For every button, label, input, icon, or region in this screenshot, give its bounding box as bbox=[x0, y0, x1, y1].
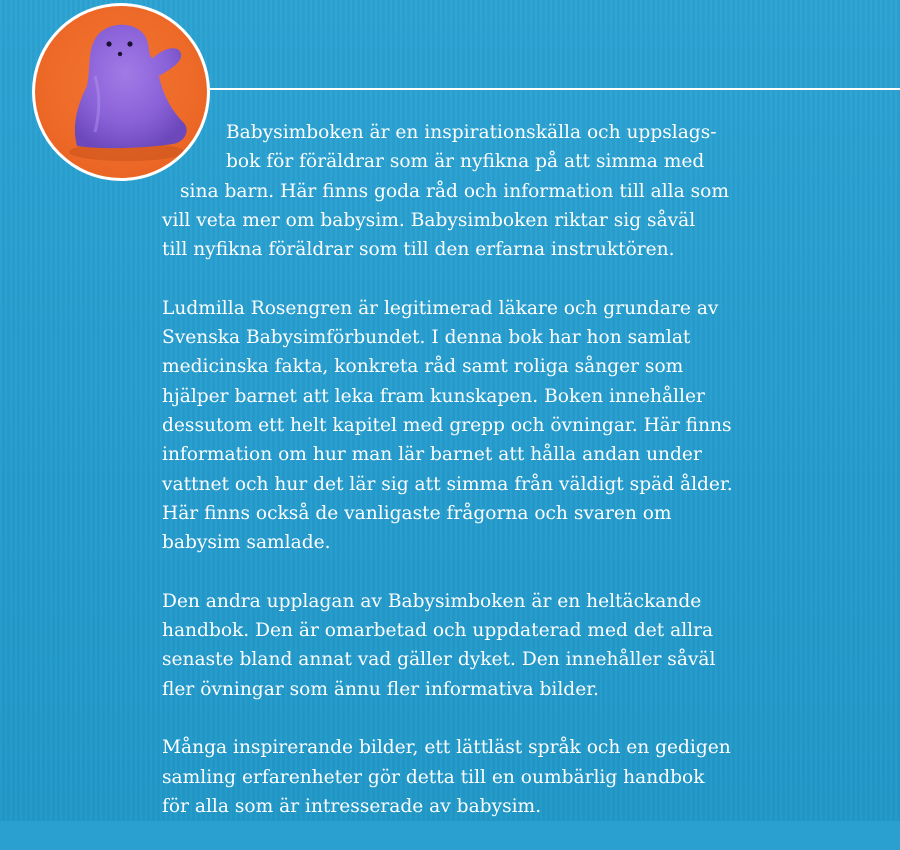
paragraph-author bbox=[162, 294, 862, 558]
text-line: Många inspirerande bilder, ett lättläst språk och en gedigen bbox=[162, 737, 731, 759]
text-line: fler övningar som ännu fler informativa bilder. bbox=[162, 678, 599, 700]
text-line: för alla som är intresserade av babysim. bbox=[162, 795, 542, 817]
text-line: hjälper barnet att leka fram kunskapen. Boken innehåller bbox=[162, 385, 705, 407]
text-line: dessutom ett helt kapitel med grepp och övningar. Här finns bbox=[162, 414, 732, 436]
text-line: Babysimboken är en inspirationskälla och uppslags- bbox=[226, 122, 717, 143]
text-line: senaste bland annat vad gäller dyket. Den innehåller såväl bbox=[162, 649, 716, 671]
text-line: Här finns också de vanligaste frågorna och svaren om bbox=[162, 502, 672, 524]
text-line: sina barn. Här finns goda råd och information till alla som bbox=[180, 180, 729, 202]
text-line: handbok. Den är omarbetad och uppdaterad med det allra bbox=[162, 620, 714, 642]
text-line: babysim samlade. bbox=[162, 532, 331, 554]
horizontal-rule bbox=[190, 88, 900, 90]
paragraph-intro bbox=[162, 118, 862, 264]
text-line: information om hur man lär barnet att hålla andan under bbox=[162, 444, 702, 466]
text-line: vill veta mer om babysim. Babysimboken riktar sig såväl bbox=[162, 209, 696, 231]
text-line: Ludmilla Rosengren är legitimerad läkare och grundare av bbox=[162, 297, 719, 319]
text-line: Svenska Babysimförbundet. I denna bok har hon samlat bbox=[162, 327, 691, 349]
text-line: Den andra upplagan av Babysimboken är en heltäckande bbox=[162, 590, 702, 612]
text-line: till nyfikna föräldrar som till den erfarna instruktören. bbox=[162, 239, 675, 261]
text-line: samling erfarenheter gör detta till en oumbärlig handbok bbox=[162, 766, 705, 788]
text-line: vattnet och hur det lär sig att simma från väldigt späd ålder. bbox=[162, 473, 733, 495]
paragraph-closing bbox=[162, 733, 862, 821]
text-line: bok för föräldrar som är nyfikna på att simma med bbox=[226, 151, 705, 173]
blurb-text bbox=[162, 118, 862, 850]
paragraph-edition bbox=[162, 587, 862, 704]
text-line: medicinska fakta, konkreta råd samt roliga sånger som bbox=[162, 356, 684, 378]
